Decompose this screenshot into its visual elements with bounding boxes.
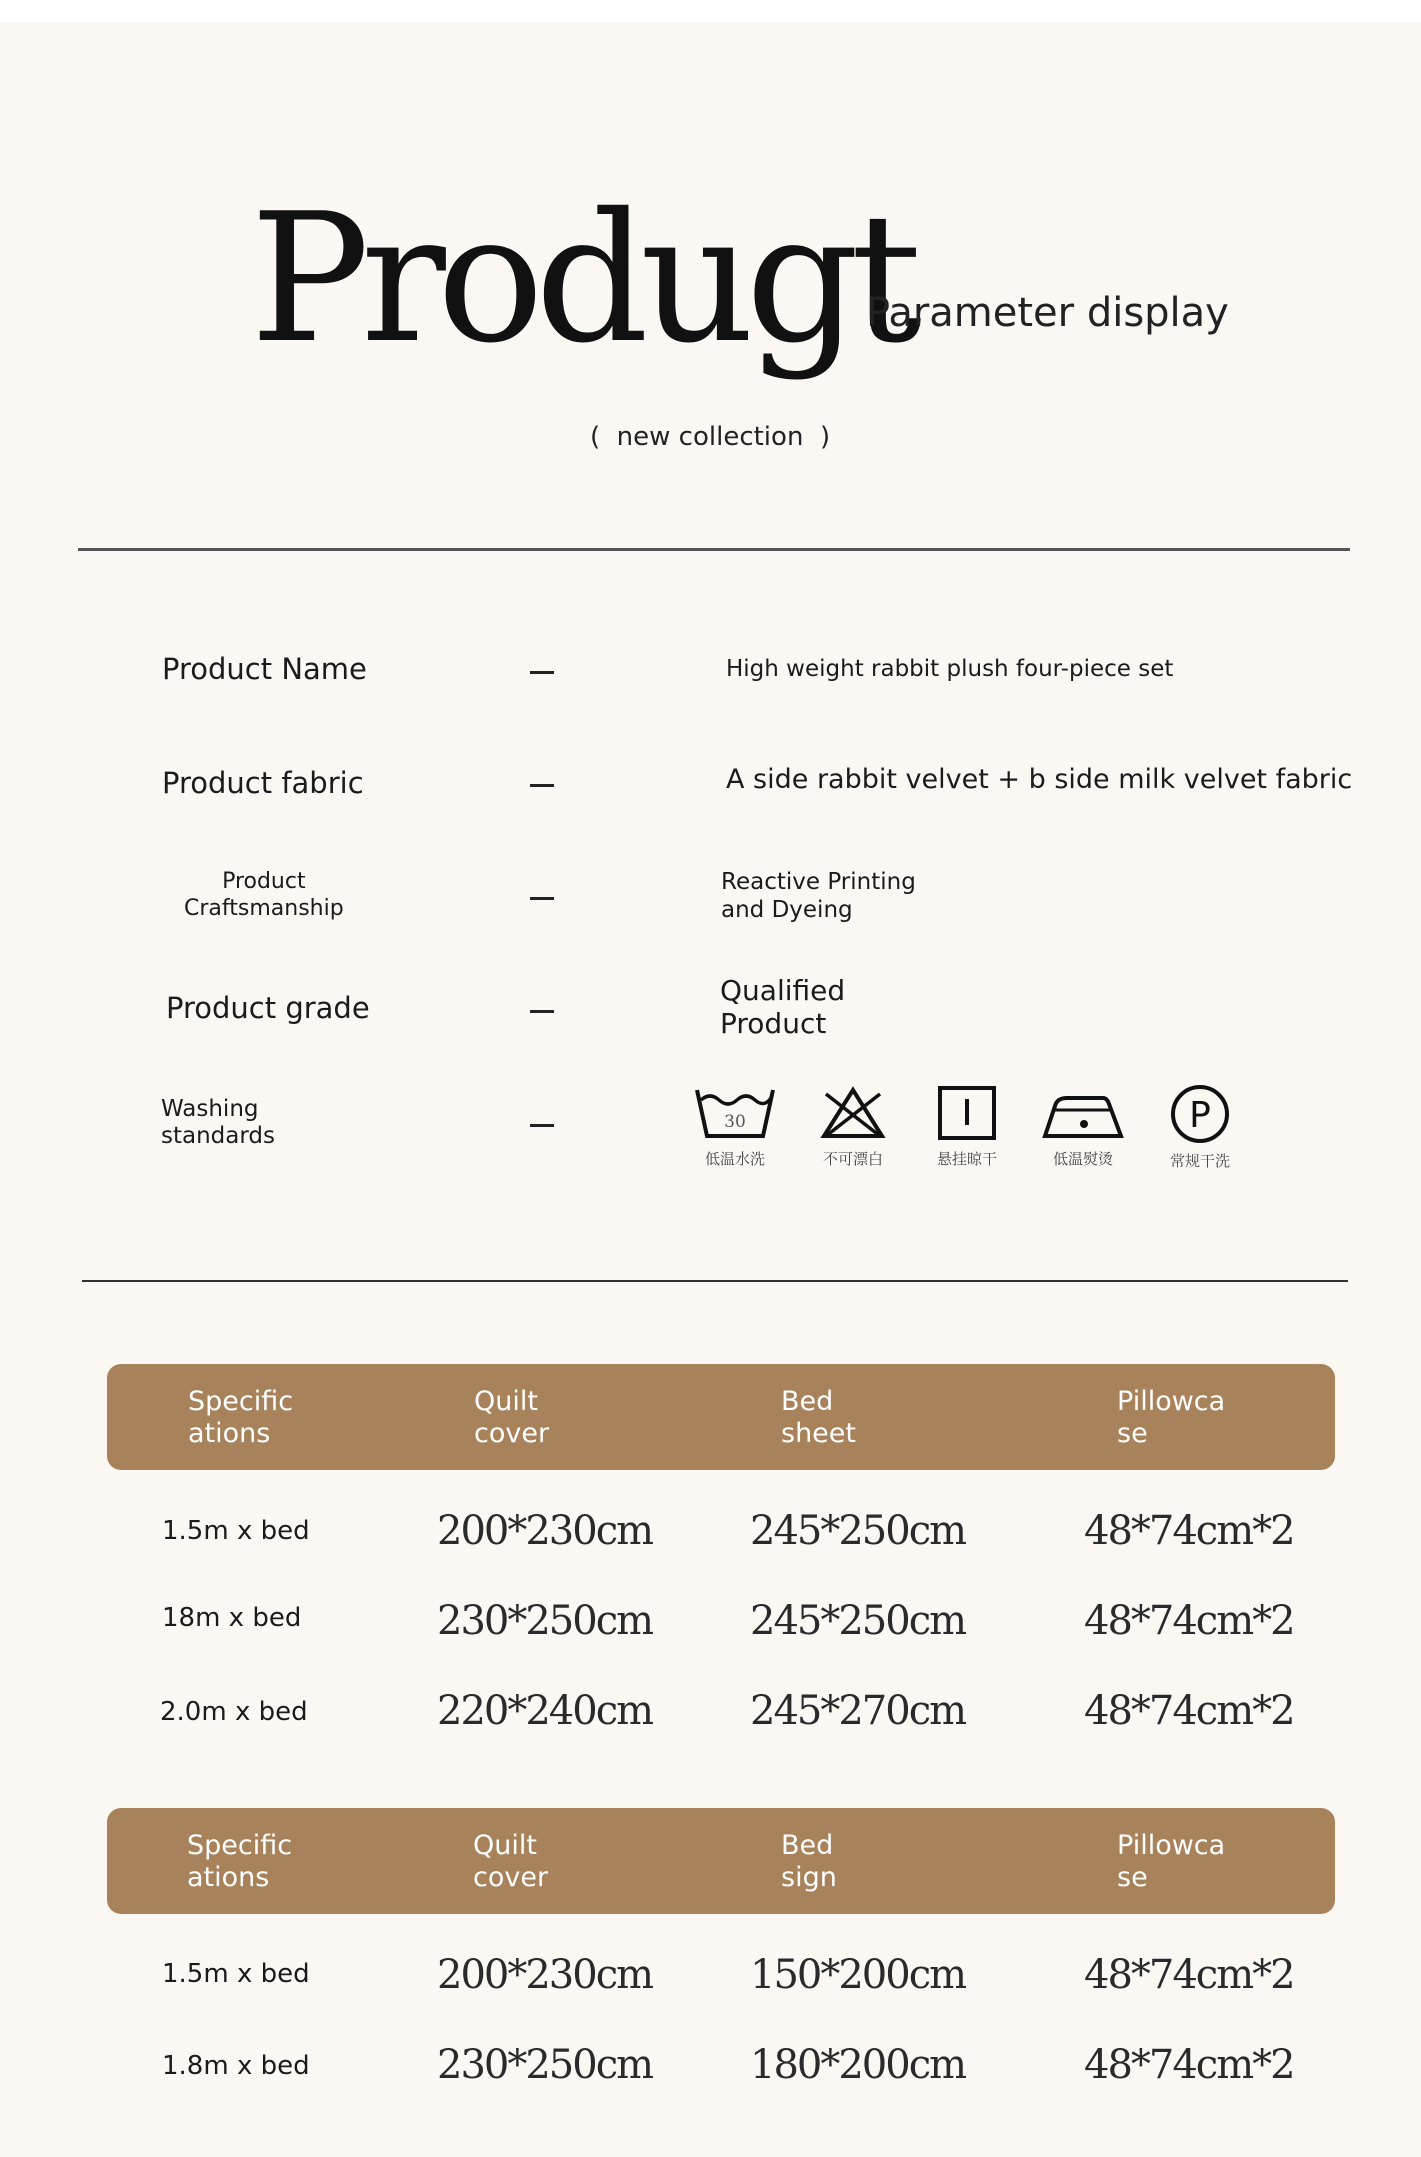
divider-middle — [82, 1280, 1348, 1282]
table2-row1-sign: 150*200cm — [750, 1952, 966, 1998]
table1-row2-quilt: 230*250cm — [437, 1598, 653, 1644]
table1-header-band — [107, 1364, 1335, 1470]
icon-caption: 悬挂晾干 — [936, 1150, 997, 1168]
param-label-product-fabric: Product fabric — [162, 766, 364, 800]
header-line: se — [1117, 1862, 1148, 1893]
header-line: se — [1117, 1418, 1148, 1449]
icon-caption: 低温熨烫 — [1052, 1150, 1113, 1168]
param-value-product-name: High weight rabbit plush four-piece set — [726, 656, 1174, 682]
no-bleach-icon — [803, 1084, 903, 1169]
param-dash — [530, 784, 554, 787]
table1-row2-pillow: 48*74cm*2 — [1084, 1598, 1294, 1644]
header-line: Bed — [781, 1830, 834, 1861]
table1-row2-spec: 18m x bed — [162, 1603, 302, 1633]
low-iron-icon — [1033, 1084, 1133, 1169]
collection-tag: ( new collection ) — [590, 422, 831, 452]
dry-clean-symbol: P — [1189, 1095, 1211, 1136]
table2-header-quilt-cover — [473, 1830, 548, 1894]
param-value-product-grade — [720, 974, 845, 1040]
header-line: ations — [187, 1862, 270, 1893]
header-line: Pillowca — [1117, 1386, 1226, 1417]
table1-row2-sheet: 245*250cm — [750, 1598, 966, 1644]
top-strip — [0, 0, 1421, 22]
page-title: Produgt — [250, 175, 914, 382]
param-value-craftsmanship — [721, 868, 916, 924]
header-line: Pillowca — [1117, 1830, 1226, 1861]
param-dash — [530, 1010, 554, 1013]
page-subtitle: Parameter display — [866, 290, 1229, 336]
table1-row1-quilt: 200*230cm — [437, 1508, 653, 1554]
table1-row1-spec: 1.5m x bed — [162, 1516, 310, 1546]
wash-temp-label: 30 — [724, 1112, 746, 1132]
header-line: ations — [188, 1418, 271, 1449]
divider-top — [78, 548, 1350, 551]
header-line: cover — [474, 1418, 550, 1449]
param-label-line: Product — [222, 869, 306, 894]
header-line: Quilt — [473, 1830, 537, 1861]
param-label-craftsmanship — [184, 868, 344, 922]
table2-header-specifications — [187, 1830, 292, 1894]
header-line: sheet — [781, 1418, 856, 1449]
param-dash — [530, 897, 554, 900]
table1-header-bed-sheet — [781, 1386, 856, 1450]
param-value-line: and Dyeing — [721, 897, 853, 923]
param-dash — [530, 1124, 554, 1127]
header-line: Bed — [781, 1386, 834, 1417]
table1-row3-sheet: 245*270cm — [750, 1688, 966, 1734]
table1-header-quilt-cover — [474, 1386, 549, 1450]
param-label-line: Washing — [161, 1096, 259, 1122]
param-value-line: Reactive Printing — [721, 869, 916, 895]
table1-row1-sheet: 245*250cm — [750, 1508, 966, 1554]
param-label-product-name: Product Name — [162, 652, 367, 686]
table2-header-bed-sign — [781, 1830, 837, 1894]
table2-header-pillowcase — [1117, 1830, 1225, 1894]
hang-dry-icon — [917, 1084, 1017, 1169]
param-value-product-fabric: A side rabbit velvet + b side milk velvet fabric — [726, 764, 1353, 795]
table2-row1-pillow: 48*74cm*2 — [1084, 1952, 1294, 1998]
table2-row1-quilt: 200*230cm — [437, 1952, 653, 1998]
table2-header-band — [107, 1808, 1335, 1914]
icon-caption: 不可漂白 — [822, 1150, 883, 1168]
table1-row1-pillow: 48*74cm*2 — [1084, 1508, 1294, 1554]
table1-row3-pillow: 48*74cm*2 — [1084, 1688, 1294, 1734]
param-label-product-grade: Product grade — [166, 991, 370, 1025]
param-dash — [530, 671, 554, 674]
wash-30-icon — [685, 1084, 785, 1169]
header-line: Specific — [187, 1830, 293, 1861]
dry-clean-p-icon — [1150, 1084, 1250, 1171]
table1-row3-spec: 2.0m x bed — [160, 1697, 308, 1727]
param-label-line: Craftsmanship — [184, 896, 344, 921]
header-line: cover — [473, 1862, 549, 1893]
header-line: Specific — [188, 1386, 294, 1417]
header-line: Quilt — [474, 1386, 538, 1417]
header-line: sign — [781, 1862, 837, 1893]
table2-row2-spec: 1.8m x bed — [162, 2051, 310, 2081]
table2-row2-sign: 180*200cm — [750, 2042, 966, 2088]
param-value-line: Product — [720, 1007, 827, 1040]
table2-row2-pillow: 48*74cm*2 — [1084, 2042, 1294, 2088]
param-label-line: standards — [161, 1123, 276, 1149]
table1-row3-quilt: 220*240cm — [437, 1688, 653, 1734]
icon-caption: 低温水洗 — [704, 1150, 765, 1168]
table2-row1-spec: 1.5m x bed — [162, 1959, 310, 1989]
icon-caption: 常规干洗 — [1169, 1152, 1230, 1170]
param-label-washing — [161, 1096, 275, 1150]
table1-header-specifications — [188, 1386, 293, 1450]
param-value-line: Qualified — [720, 974, 846, 1007]
table1-header-pillowcase — [1117, 1386, 1225, 1450]
table2-row2-quilt: 230*250cm — [437, 2042, 653, 2088]
